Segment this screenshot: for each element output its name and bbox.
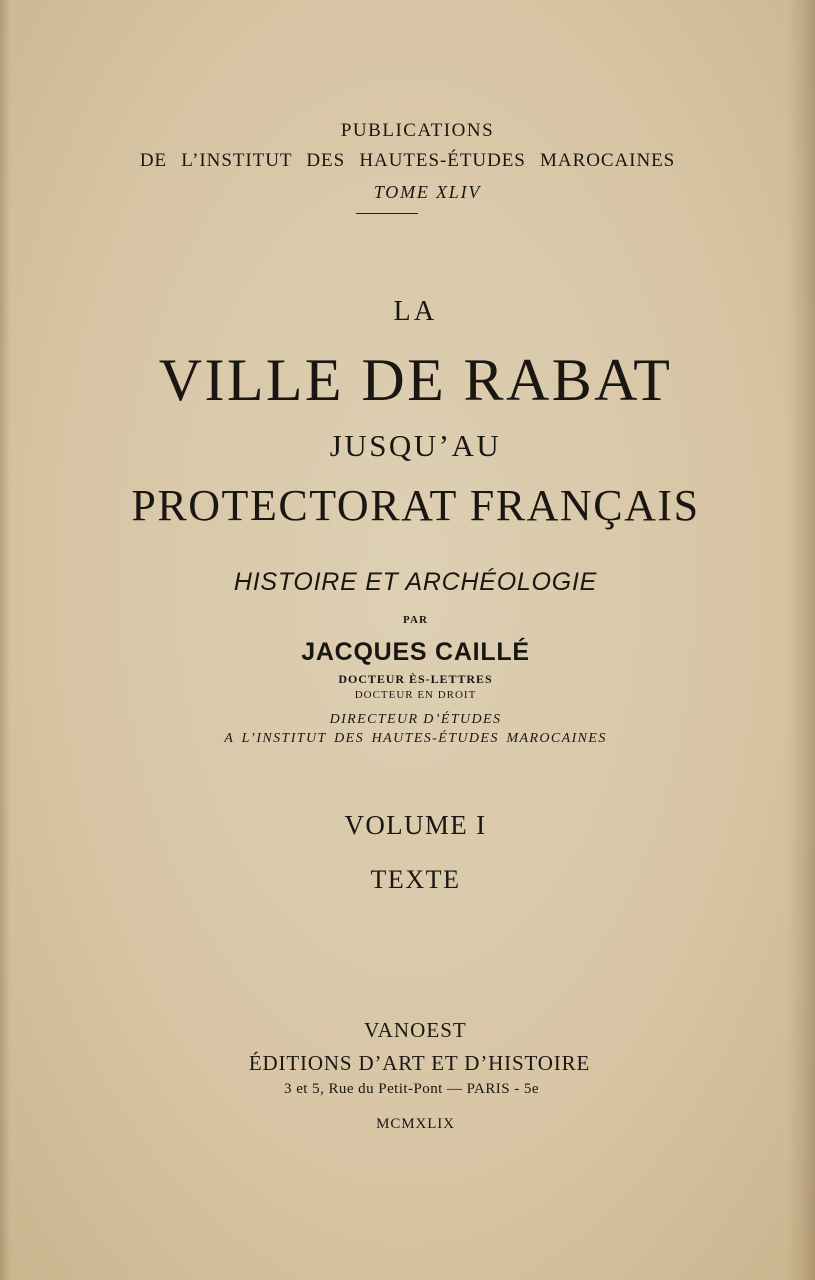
author-degree-law: DOCTEUR EN DROIT [354, 689, 477, 701]
subtitle: HISTOIRE ET ARCHÉOLOGIE [233, 568, 598, 596]
series-divider [356, 213, 418, 214]
publisher-name: VANOEST [364, 1018, 467, 1042]
title-article: LA [393, 296, 438, 327]
author-institution: A L’INSTITUT DES HAUTES-ÉTUDES MAROCAINES [224, 731, 607, 746]
series-line-publications: PUBLICATIONS [340, 120, 495, 141]
author-role: DIRECTEUR D’ÉTUDES [329, 712, 502, 727]
title-connector: JUSQU’AU [329, 428, 502, 463]
author-by: PAR [402, 614, 429, 626]
volume-part: TEXTE [370, 865, 461, 894]
volume-number: VOLUME I [344, 810, 487, 840]
publisher-house: ÉDITIONS D’ART ET D’HISTOIRE [248, 1051, 591, 1075]
title-main: VILLE DE RABAT [158, 347, 673, 413]
publisher-address: 3 et 5, Rue du Petit-Pont — PARIS - 5e [284, 1081, 539, 1097]
author-degree-letters: DOCTEUR ÈS-LETTRES [338, 672, 493, 686]
series-line-tome: TOME XLIV [373, 182, 482, 202]
series-line-institute: DE L’INSTITUT DES HAUTES-ÉTUDES MAROCAINES [139, 150, 676, 171]
publication-year: MCMXLIX [376, 1116, 455, 1132]
author-name: JACQUES CAILLÉ [301, 638, 530, 666]
title-subtitle: PROTECTORAT FRANÇAIS [131, 481, 700, 530]
